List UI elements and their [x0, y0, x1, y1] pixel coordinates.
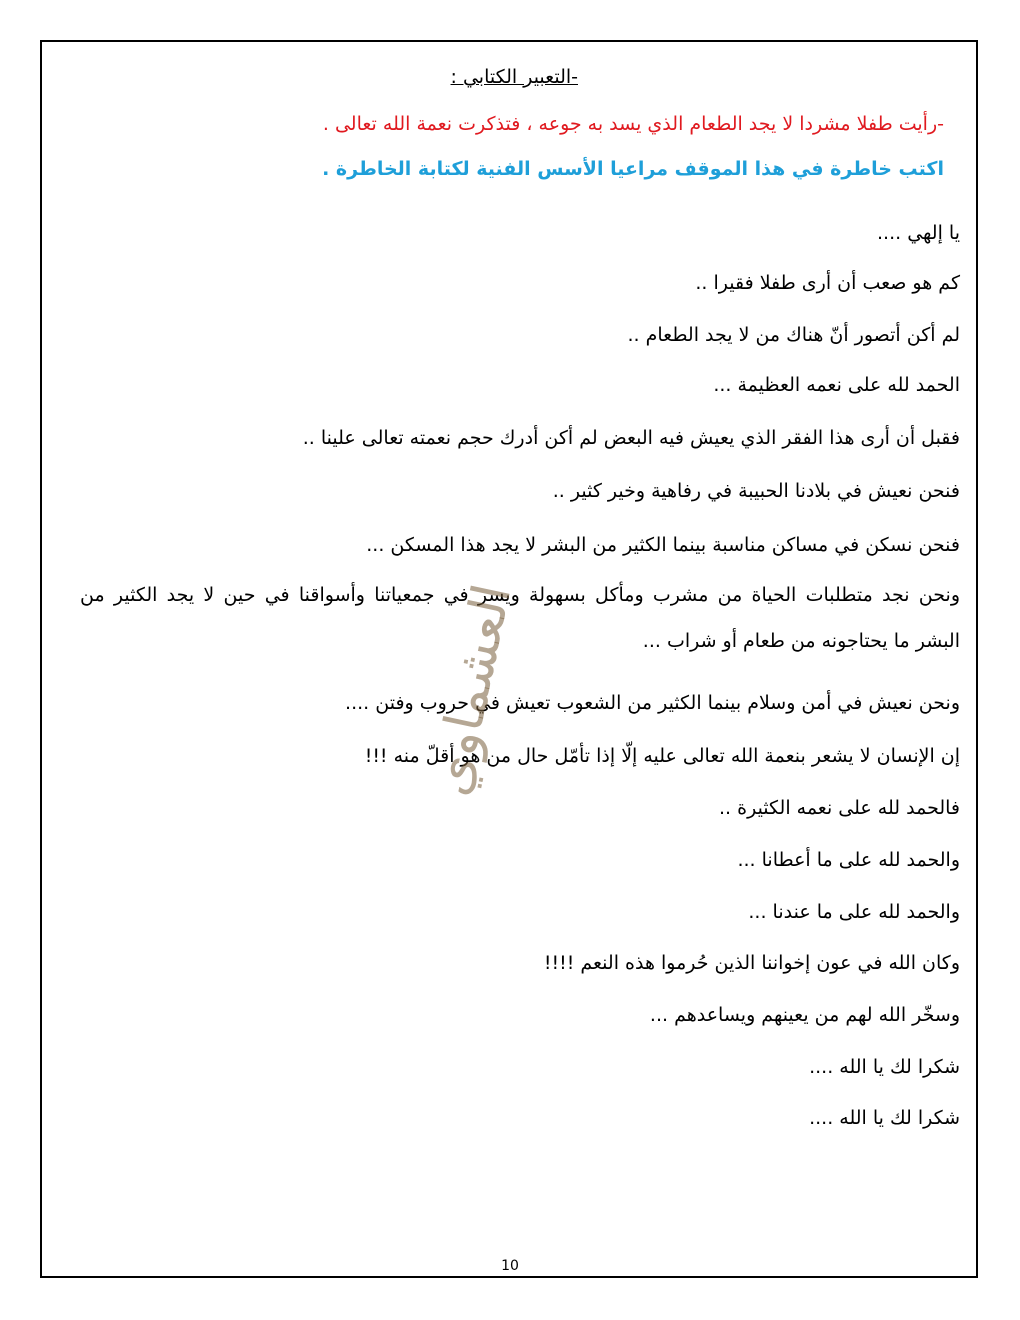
section-title: -التعبير الكتابي :	[450, 66, 578, 88]
essay-line: فالحمد لله على نعمه الكثيرة ..	[719, 797, 960, 819]
prompt-instruction: اكتب خاطرة في هذا الموقف مراعيا الأسس الفنية لكتابة الخاطرة .	[322, 158, 944, 180]
essay-line: يا إلهي ....	[877, 222, 960, 244]
essay-line: ونحن نعيش في أمن وسلام بينما الكثير من الشعوب تعيش في حروب وفتن ....	[345, 692, 960, 714]
essay-line: كم هو صعب أن أرى طفلا فقيرا ..	[695, 272, 960, 294]
essay-line: وكان الله في عون إخواننا الذين حُرموا هذه النعم !!!!	[543, 952, 960, 974]
essay-line: شكرا لك يا الله ....	[809, 1107, 960, 1129]
essay-line: وسخّر الله لهم من يعينهم ويساعدهم ...	[649, 1004, 960, 1026]
essay-line: إن الإنسان لا يشعر بنعمة الله تعالى عليه إلّا إذا تأمّل حال من هو أقلّ منه !!!	[364, 745, 960, 767]
essay-line: والحمد لله على ما عندنا ...	[748, 901, 960, 923]
prompt-situation: -رأيت طفلا مشردا لا يجد الطعام الذي يسد به جوعه ، فتذكرت نعمة الله تعالى .	[322, 113, 944, 135]
essay-line: ونحن نجد متطلبات الحياة من مشرب ومأكل بسهولة ويسر في جمعياتنا وأسواقنا في حين لا يجد الكثير من	[80, 584, 960, 606]
essay-line: فقبل أن أرى هذا الفقر الذي يعيش فيه البعض لم أكن أدرك حجم نعمته تعالى علينا ..	[302, 427, 960, 449]
essay-line: والحمد لله على ما أعطانا ...	[737, 849, 960, 871]
watermark-signature: العشماوي	[420, 579, 524, 801]
page-number: 10	[501, 1258, 519, 1274]
essay-line: فنحن نسكن في مساكن مناسبة بينما الكثير من البشر لا يجد هذا المسكن ...	[366, 534, 960, 556]
essay-line: البشر ما يحتاجونه من طعام أو شراب ...	[642, 630, 960, 652]
essay-line: فنحن نعيش في بلادنا الحبيبة في رفاهية وخير كثير ..	[552, 480, 960, 502]
essay-line: شكرا لك يا الله ....	[809, 1056, 960, 1078]
essay-line: الحمد لله على نعمه العظيمة ...	[713, 374, 960, 396]
essay-line: لم أكن أتصور أنّ هناك من لا يجد الطعام ..	[627, 324, 960, 346]
